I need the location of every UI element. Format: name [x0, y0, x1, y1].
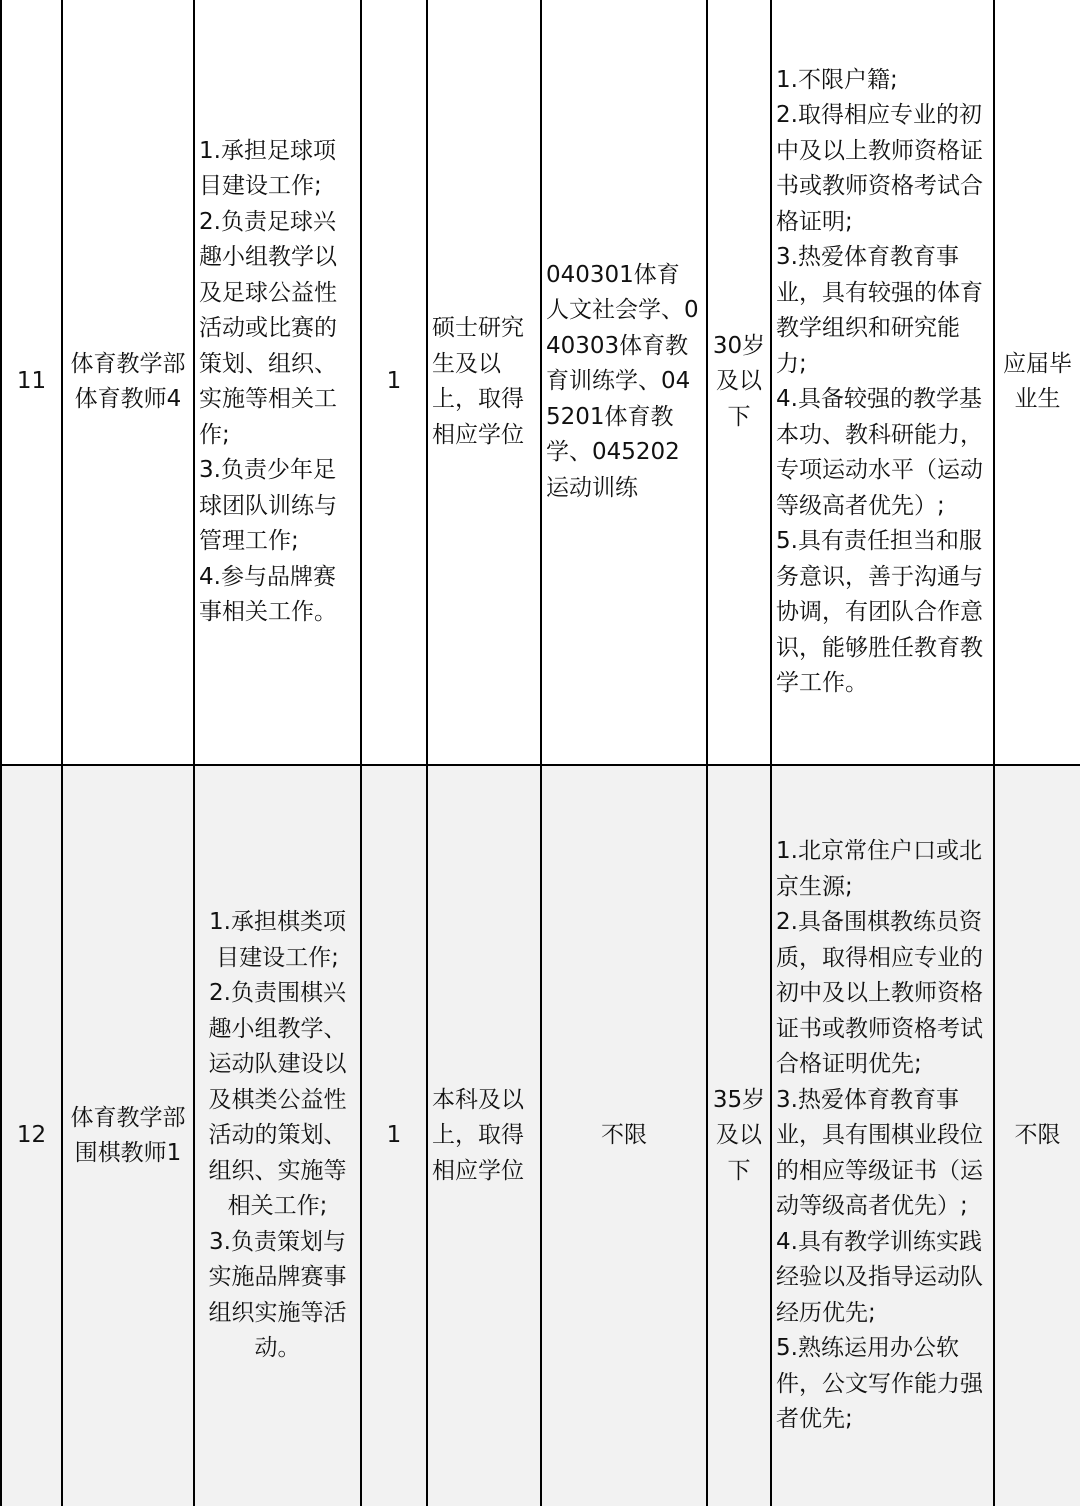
duty-item: 3.负责策划与实施品牌赛事组织实施等活动。 — [208, 1228, 347, 1362]
duties-cell — [194, 765, 361, 1506]
row-number: 11 — [1, 0, 62, 765]
duty-item: 1.承担足球项目建设工作; — [199, 137, 336, 199]
table-row — [1, 765, 1080, 1506]
requirement-item: 5.具有责任担当和服务意识，善于沟通与协调，有团队合作意识，能够胜任教育教学工作。 — [776, 528, 983, 696]
requirement-item: 1.北京常住户口或北京生源; — [776, 838, 982, 900]
requirement-item: 5.熟练运用办公软件，公文写作能力强者优先; — [776, 1335, 983, 1433]
requirement-item: 2.具备围棋教练员资质，取得相应专业的初中及以上教师资格证书或教师资格考试合格证明优先; — [776, 909, 983, 1078]
target-group: 应届毕业生 — [994, 0, 1080, 765]
table-row — [1, 0, 1080, 765]
duties-cell — [194, 0, 361, 765]
requirement-item: 3.热爱体育教育事业，具有围棋业段位的相应等级证书（运动等级高者优先）; — [776, 1086, 983, 1220]
position-name: 体育教学部围棋教师1 — [62, 765, 194, 1506]
requirement-item: 4.具有教学训练实践经验以及指导运动队经历优先; — [776, 1228, 983, 1326]
degree-requirement: 本科及以上，取得相应学位 — [427, 765, 541, 1506]
duty-item: 1.承担棋类项目建设工作; — [209, 909, 346, 971]
major-requirement: 不限 — [541, 765, 707, 1506]
major-requirement: 040301体育人文社会学、040303体育教育训练学、045201体育教学、045202运动训练 — [541, 0, 707, 765]
requirements-cell — [771, 0, 994, 765]
requirements-cell — [771, 765, 994, 1506]
requirement-item: 4.具备较强的教学基本功、教科研能力，专项运动水平（运动等级高者优先）; — [776, 386, 983, 519]
requirement-item: 1.不限户籍; — [776, 66, 898, 93]
age-limit: 35岁及以下 — [707, 765, 771, 1506]
requirement-item: 2.取得相应专业的初中及以上教师资格证书或教师资格考试合格证明; — [776, 102, 983, 235]
duty-item: 3.负责少年足球团队训练与管理工作; — [199, 457, 337, 554]
duty-item: 2.负责围棋兴趣小组教学、运动队建设以及棋类公益性活动的策划、组织、实施等相关工作; — [208, 980, 347, 1220]
age-limit: 30岁及以下 — [707, 0, 771, 765]
hire-count: 1 — [361, 0, 427, 765]
degree-requirement: 硕士研究生及以上，取得相应学位 — [427, 0, 541, 765]
duty-item: 4.参与品牌赛事相关工作。 — [199, 563, 337, 625]
position-name: 体育教学部体育教师4 — [62, 0, 194, 765]
target-group: 不限 — [994, 765, 1080, 1506]
hire-count: 1 — [361, 765, 427, 1506]
duty-item: 2.负责足球兴趣小组教学以及足球公益性活动或比赛的策划、组织、实施等相关工作; — [199, 208, 337, 448]
row-number: 12 — [1, 765, 62, 1506]
requirement-item: 3.热爱体育教育事业，具有较强的体育教学组织和研究能力; — [776, 244, 983, 377]
